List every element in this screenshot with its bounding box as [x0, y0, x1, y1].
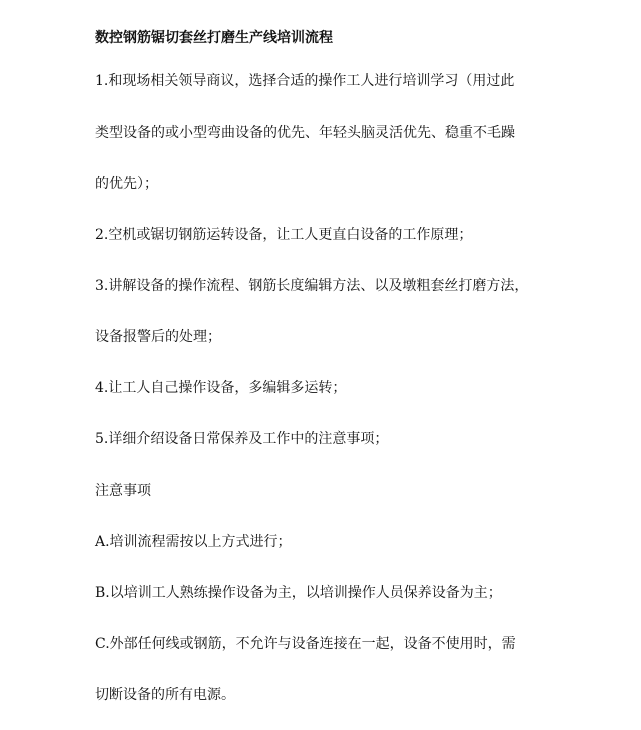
paragraph-line: 5.详细介绍设备日常保养及工作中的注意事项；: [95, 431, 389, 447]
paragraph-line: 的优先）；: [95, 176, 158, 192]
paragraph-line: 设备报警后的处理；: [95, 329, 221, 345]
document-title: 数控钢筋锯切套丝打磨生产线培训流程: [95, 30, 333, 46]
paragraph-line: B.以培训工人熟练操作设备为主，以培训操作人员保养设备为主；: [95, 585, 502, 601]
paragraph-line: 3.讲解设备的操作流程、钢筋长度编辑方法、以及墩粗套丝打磨方法，: [95, 278, 529, 294]
paragraph-line: 4.让工人自己操作设备，多编辑多运转；: [95, 380, 347, 396]
paragraph-line: 2.空机或锯切钢筋运转设备，让工人更直白设备的工作原理；: [95, 227, 473, 243]
paragraph-line: 切断设备的所有电源。: [95, 687, 235, 703]
section-heading: 注意事项: [95, 483, 151, 499]
paragraph-line: 1.和现场相关领导商议，选择合适的操作工人进行培训学习（用过此: [95, 73, 515, 89]
paragraph-line: C.外部任何线或钢筋，不允许与设备连接在一起，设备不使用时，需: [95, 636, 516, 652]
paragraph-line: A.培训流程需按以上方式进行；: [95, 534, 292, 550]
paragraph-line: 类型设备的或小型弯曲设备的优先、年轻头脑灵活优先、稳重不毛躁: [95, 125, 515, 141]
